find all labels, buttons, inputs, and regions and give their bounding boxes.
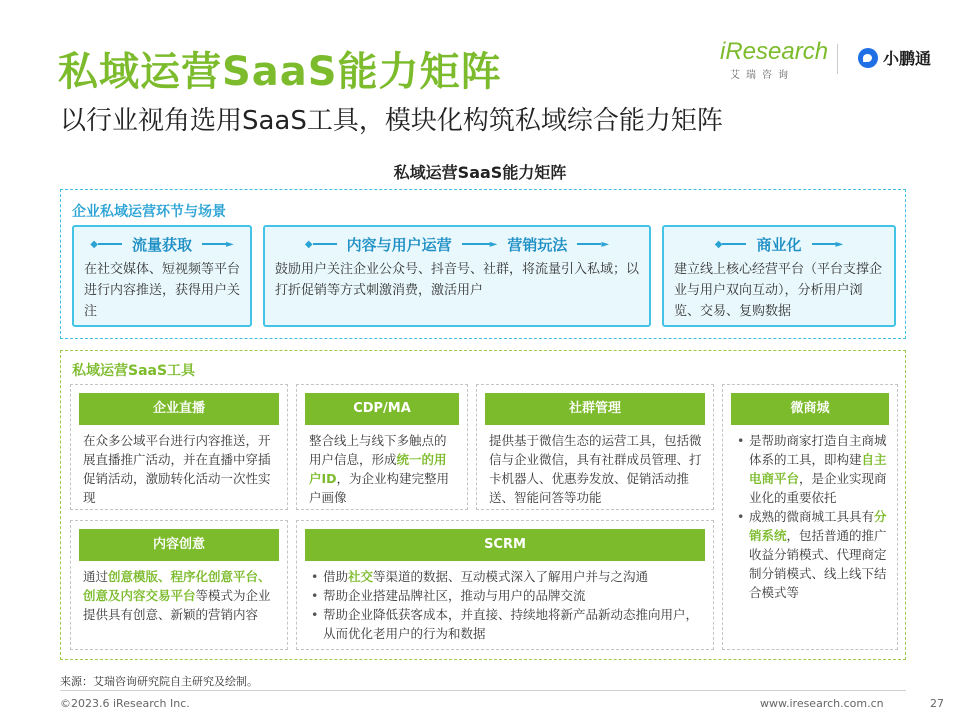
scene-marketing-title: 营销玩法: [507, 235, 568, 254]
tool-creative: [70, 520, 288, 650]
highlight: 统一的用户ID: [309, 452, 447, 486]
xiaopengtong-logo-text: 小鹏通: [883, 49, 932, 68]
list-item: • 帮助企业搭建品牌社区，推动与用户的品牌交流: [309, 586, 703, 605]
matrix-title: 私域运营SaaS能力矩阵: [393, 163, 567, 182]
scene-traffic-text: 在社交媒体、短视频等平台进行内容推送，获得用户关注: [84, 262, 241, 319]
page-subtitle: 以行业视角选用SaaS工具，模块化构筑私域综合能力矩阵: [60, 106, 723, 136]
tool-community-text: 提供基于微信生态的运营工具，包括微信与企业微信，具有社群成员管理、打卡机器人、优惠券发放、促销活动推送、智能问答等功能: [489, 433, 702, 505]
iresearch-logo-name: iResearch: [720, 38, 829, 65]
highlight: 社交: [348, 569, 374, 584]
scene-commerce-text: 建立线上核心经营平台（平台支撑企业与用户双向互动），分析用户浏览、交易、复购数据: [674, 262, 883, 319]
scenes-section-label: 企业私域运营环节与场景: [72, 204, 226, 220]
tool-cdp: [296, 384, 468, 510]
highlight: 自主电商平台: [749, 452, 887, 486]
arrow-right-icon: ►: [577, 239, 609, 250]
source-note: 来源：艾瑞咨询研究院自主研究及绘制。: [60, 675, 258, 688]
tool-mall: [722, 384, 898, 650]
footer-url[interactable]: www.iresearch.com.cn: [760, 697, 884, 710]
page-number: 27: [930, 697, 944, 710]
copyright: ©2023.6 iResearch Inc.: [60, 697, 190, 710]
xiaopengtong-mark-icon: [858, 48, 878, 68]
iresearch-logo-sub: 艾瑞咨询: [730, 70, 794, 81]
tools-section-label: 私域运营SaaS工具: [72, 363, 196, 379]
tool-community: [476, 384, 714, 510]
tool-mall-title: 微商城: [731, 393, 889, 425]
scene-content-title: 内容与用户运营: [346, 235, 452, 254]
list-item: • 帮助企业降低获客成本，并直接、持续地将新产品新动态推向用户，从而优化老用户的行为和数据: [309, 605, 703, 643]
tool-creative-text: 通过创意模版、程序化创意平台、创意及内容交易平台等模式为企业提供具有创意、新颖的营销内容: [83, 569, 271, 622]
tool-cdp-title: CDP/MA: [305, 393, 459, 425]
list-item: • 是帮助商家打造自主商城体系的工具，即构建自主电商平台，是企业实现商业化的重要依托: [735, 431, 887, 507]
tool-cdp-text: 整合线上与线下多触点的用户信息，形成统一的用户ID，为企业构建完整用户画像: [309, 433, 450, 505]
logo-divider: [837, 44, 838, 74]
tool-mall-list: [723, 425, 897, 602]
scene-commerce-title: 商业化: [756, 235, 802, 254]
iresearch-logo: [720, 38, 830, 82]
arrow-right-icon: ►: [202, 239, 234, 250]
tool-live-text: 在众多公域平台进行内容推送，开展直播推广活动，并在直播中穿插促销活动，激励转化活动一次性实现: [83, 433, 271, 505]
list-item: • 成熟的微商城工具具有分销系统，包括普通的推广收益分销模式、代理商定制分销模式、线上线下结合模式等: [735, 507, 887, 602]
arrow-left-icon: ◆: [715, 239, 747, 250]
scene-content-ops: [263, 225, 651, 327]
tool-scrm-title: SCRM: [305, 529, 705, 561]
scene-content-text: 鼓励用户关注企业公众号、抖音号、社群，将流量引入私域；以打折促销等方式刺激消费，激活用户: [275, 262, 640, 298]
tool-live: [70, 384, 288, 510]
highlight: 分销系统: [749, 509, 887, 543]
list-item: • 借助社交等渠道的数据、互动模式深入了解用户并与之沟通: [309, 567, 703, 586]
arrow-left-icon: ◆: [90, 239, 122, 250]
arrow-left-icon: ◆: [305, 239, 337, 250]
xiaopengtong-logo: [858, 46, 931, 69]
tool-scrm: [296, 520, 714, 650]
scene-commerce: [662, 225, 896, 327]
page-title: 私域运营SaaS能力矩阵: [58, 49, 502, 95]
tool-live-title: 企业直播: [79, 393, 279, 425]
scene-traffic: [72, 225, 252, 327]
highlight: 创意模版、程序化创意平台、创意及内容交易平台: [83, 569, 271, 603]
arrow-right-icon: ►: [462, 239, 498, 250]
scene-traffic-title: 流量获取: [131, 235, 192, 254]
tool-creative-title: 内容创意: [79, 529, 279, 561]
arrow-right-icon: ►: [812, 239, 844, 250]
tool-scrm-list: [297, 561, 713, 643]
footer-divider: [60, 690, 906, 691]
tool-community-title: 社群管理: [485, 393, 705, 425]
